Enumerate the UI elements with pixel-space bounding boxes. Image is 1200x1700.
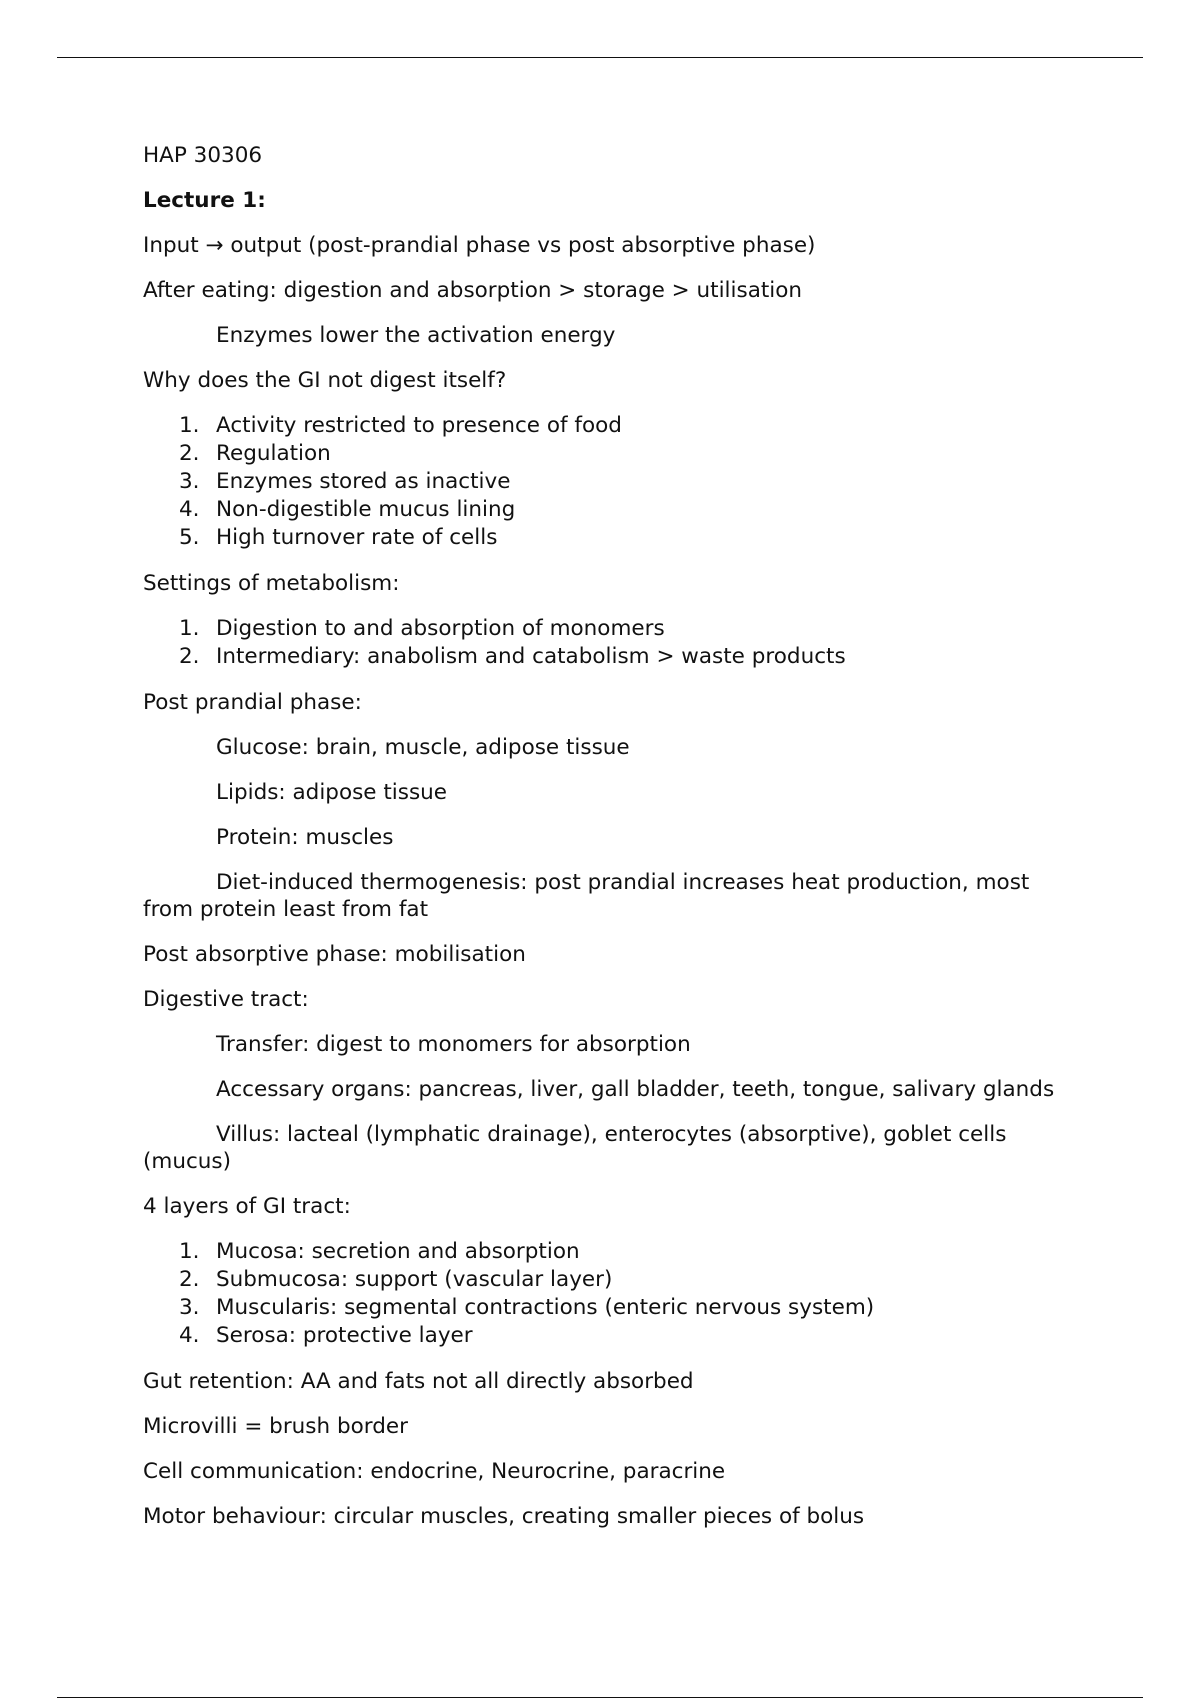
lipids-line: Lipids: adipose tissue xyxy=(216,780,448,805)
list-item: 4. Serosa: protective layer xyxy=(179,1323,473,1348)
list-item: 1. Mucosa: secretion and absorption xyxy=(179,1239,580,1264)
settings-heading: Settings of metabolism: xyxy=(143,571,400,596)
digestive-tract-heading: Digestive tract: xyxy=(143,987,309,1012)
layers-list xyxy=(143,1238,1063,1350)
why-gi-list xyxy=(143,412,1063,552)
list-item: 2. Regulation xyxy=(179,441,331,466)
enzymes-note: Enzymes lower the activation energy xyxy=(216,323,616,348)
cell-communication-line: Cell communication: endocrine, Neurocrine, paracrine xyxy=(143,1459,726,1484)
list-item: 3. Muscularis: segmental contractions (enteric nervous system) xyxy=(179,1295,875,1320)
list-item: 4. Non-digestible mucus lining xyxy=(179,497,516,522)
header-rule xyxy=(57,57,1143,58)
intro-line-1: Input → output (post-prandial phase vs post absorptive phase) xyxy=(143,233,816,258)
intro-line-2: After eating: digestion and absorption > storage > utilisation xyxy=(143,278,803,303)
why-gi-heading: Why does the GI not digest itself? xyxy=(143,368,507,393)
post-prandial-heading: Post prandial phase: xyxy=(143,690,362,715)
settings-list xyxy=(143,615,1063,671)
list-item: 3. Enzymes stored as inactive xyxy=(179,469,511,494)
layers-heading: 4 layers of GI tract: xyxy=(143,1194,351,1219)
glucose-line: Glucose: brain, muscle, adipose tissue xyxy=(216,735,630,760)
post-absorptive-line: Post absorptive phase: mobilisation xyxy=(143,942,526,967)
accessory-line: Accessary organs: pancreas, liver, gall bladder, teeth, tongue, salivary glands xyxy=(216,1077,1055,1102)
list-item: 1. Activity restricted to presence of food xyxy=(179,413,622,438)
course-code: HAP 30306 xyxy=(143,143,263,168)
footer-rule xyxy=(57,1697,1143,1698)
list-item: 5. High turnover rate of cells xyxy=(179,525,498,550)
document-body xyxy=(143,142,1063,1548)
motor-behaviour-line: Motor behaviour: circular muscles, creating smaller pieces of bolus xyxy=(143,1504,865,1529)
dit-line: Diet-induced thermogenesis: post prandial increases heat production, most from protein least from fat xyxy=(143,870,1030,922)
list-item: 2. Submucosa: support (vascular layer) xyxy=(179,1267,613,1292)
villus-line: Villus: lacteal (lymphatic drainage), enterocytes (absorptive), goblet cells (mucus) xyxy=(143,1122,1007,1174)
microvilli-line: Microvilli = brush border xyxy=(143,1414,408,1439)
protein-line: Protein: muscles xyxy=(216,825,394,850)
list-item: 2. Intermediary: anabolism and catabolism > waste products xyxy=(179,644,846,669)
transfer-line: Transfer: digest to monomers for absorption xyxy=(216,1032,691,1057)
lecture-title: Lecture 1: xyxy=(143,188,266,213)
gut-retention-line: Gut retention: AA and fats not all directly absorbed xyxy=(143,1369,694,1394)
list-item: 1. Digestion to and absorption of monomers xyxy=(179,616,665,641)
